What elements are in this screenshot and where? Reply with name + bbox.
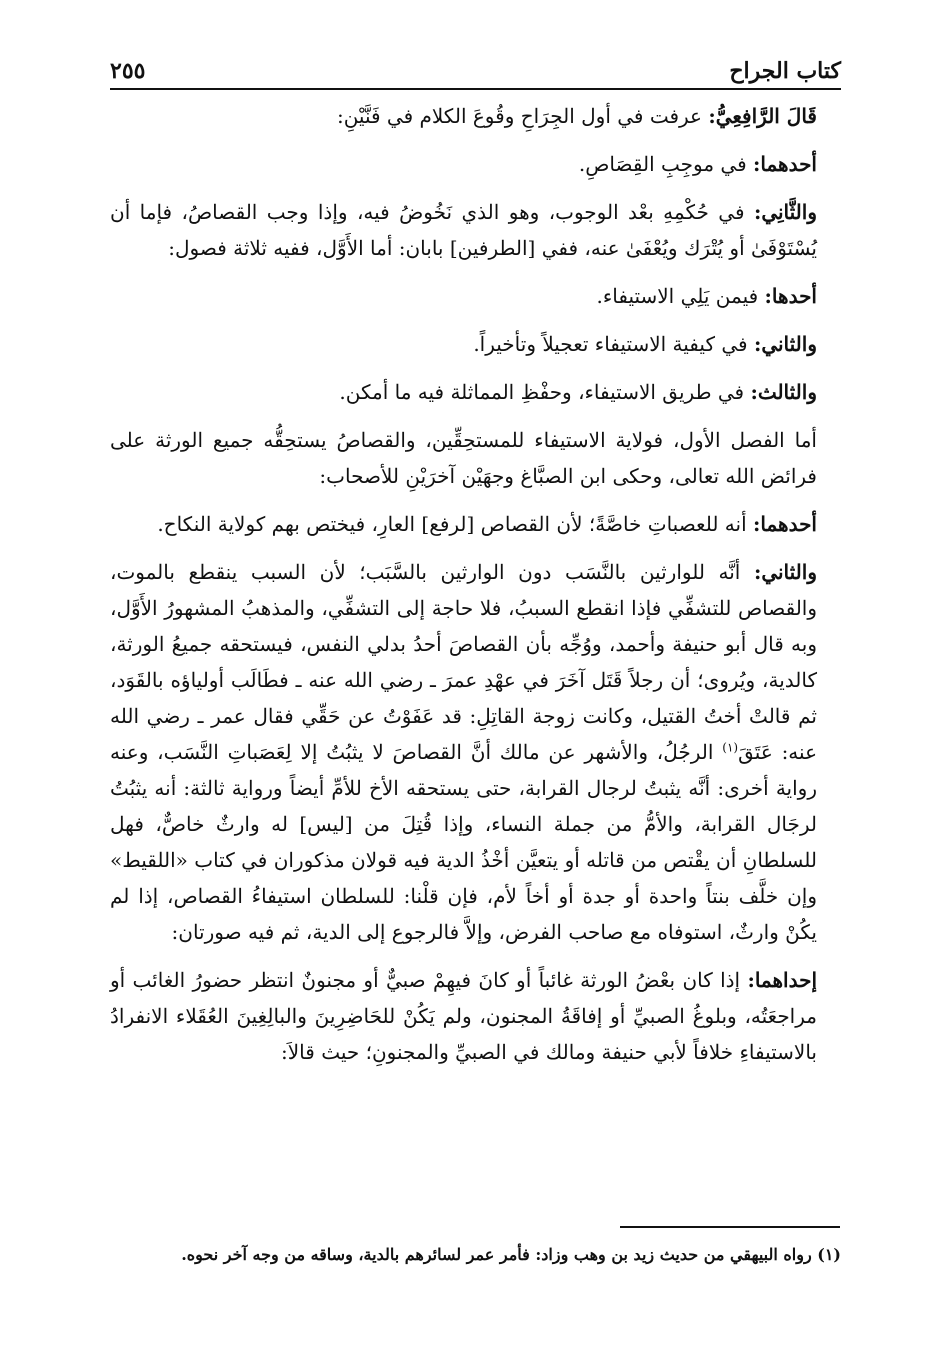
paragraph-lead: إحداهما:	[747, 968, 817, 992]
paragraph-text: في طريق الاستيفاء، وحفْظِ المماثلة فيه ما أمكن.	[339, 380, 751, 404]
paragraph	[110, 506, 841, 542]
main-text	[110, 98, 841, 1082]
footnote-marker[interactable]: (١)	[722, 740, 739, 755]
footnote-divider	[620, 1226, 840, 1228]
paragraph	[110, 962, 841, 1070]
paragraph-lead: والثَّانِي:	[753, 200, 817, 224]
footnote	[110, 1242, 841, 1268]
paragraph-lead: قَالَ الرَّافِعِيُّ:	[708, 104, 817, 128]
paragraph	[110, 554, 841, 950]
paragraph	[110, 146, 841, 182]
paragraph-text: في حُكْمِهِ بعْد الوجوب، وهو الذي نَخُوضُ فيه، وإذا وجب القصاصُ، فإما أن يُسْتَوْفَىٰ أو يُتْرَك ويُعْفَىٰ عنه، ففي [الطرفين] بابان: أما الأَوَّل، ففيه ثلاثة فصول:	[110, 200, 817, 260]
footnote-text: رواه البيهقي من حديث زيد بن وهب وزاد: فأمر عمر لسائرهم بالدية، وساقه من وجه آخر نحوه.	[181, 1245, 812, 1264]
paragraph-text: في موجِبِ القِصَاصِ.	[578, 152, 753, 176]
footnote-number: (١)	[817, 1245, 841, 1264]
paragraph-lead: أحدهما:	[752, 152, 817, 176]
paragraph	[110, 326, 841, 362]
running-header	[110, 44, 841, 90]
paragraph-lead: والثالث:	[750, 380, 817, 404]
paragraph-text: في كيفية الاستيفاء تعجيلاً وتأخيراً.	[473, 332, 754, 356]
paragraph-text: إذا كان بعْضُ الورثة غائباً أو كانَ فيهِمْ صبيٌّ أو مجنونٌ انتظر حضورُ الغائب أو مراجعَتُه، وبلوغُ الصبيِّ أو إفاقَةُ المجنون، ولم يَكُنْ للحَاضِرِينَ والبالِغِينَ العُقَلاء الانفرادُ بالاستيفاءِ خلافاً لأبي حنيفة ومالك في الصبيِّ والمجنونِ؛ حيث قالاَ:	[110, 968, 817, 1064]
paragraph-lead: والثاني:	[753, 332, 817, 356]
paragraph	[110, 422, 841, 494]
paragraph-text: أنه للعصباتِ خاصَّةً؛ لأن القصاص [لرفع] العارِ، فيختص بهم كولاية النكاح.	[157, 512, 753, 536]
paragraph	[110, 278, 841, 314]
footnotes	[110, 1242, 841, 1268]
paragraph-text: فيمن يَلِي الاستيفاء.	[596, 284, 765, 308]
paragraph	[110, 194, 841, 266]
paragraph	[110, 98, 841, 134]
paragraph-text: عرفت في أول الجِرَاحِ وقُوعَ الكلام في فَنَّيْنِ:	[336, 104, 709, 128]
book-title: كتاب الجراح	[729, 58, 841, 84]
paragraph-text: أنَّه للوارثين بالنَّسَب دون الوارثين بالسَّبَب؛ لأن السبب ينقطع بالموت، والقصاص للتشفِّي فإذا انقطع السببُ، فلا حاجة إلى التشفِّي، والمذهبُ المشهورُ الأَوَّل، وبه قال أبو حنيفة وأحمد، ووُجِّه بأن القصاصَ أحدُ بدلي النفس، فيستحقه جميعُ الورثة، كالدية، ويُروى؛ أن رجلاً قَتَل آخَرَ في عهْدِ عمرَ ـ رضي الله عنه ـ فطَالَب أولياؤه بالقَوَد، ثم قالتْ أختُ القتيل، وكانت زوجة القاتِلِ: قد عَفَوْتُ عن حَقِّي فقال عمر ـ رضي الله عنه: عَتَقَ	[110, 560, 818, 764]
paragraph-lead: أحدهما:	[752, 512, 817, 536]
paragraph	[110, 374, 841, 410]
paragraph-text: أما الفصل الأول، فولاية الاستيفاء للمستحِقِّين، والقصاصُ يستحِقُّه جميع الورثة على فرائض الله تعالى، وحكى ابن الصبَّاغ وجهَيْن آخرَيْنِ للأصحاب:	[110, 428, 817, 488]
paragraph-lead: أحدها:	[764, 284, 817, 308]
paragraph-text-continued: الرجُلُ، والأشهر عن مالك أنَّ القصاصَ لا يثبُتُ إلا لِعَصَباتِ النَّسَب، وعنه رواية أخرى: أنَّه يثبتُ لرجال القرابة، حتى يستحقه الأخ للأمِّ أيضاً ورواية ثالثة: أنه يثبُتُ لرجَال القرابة، والأمُّ من جملة النساء، وإذا قُتِلَ من [ليس] له وارثٌ خاصٌّ، فهل للسلطانِ أن يقْتص من قاتله أو يتعيَّن أخْذُ الدية فيه قولان مذكوران في كتاب «اللقيط» وإن خلَّف بنتاً واحدة أو جدة أو أخاً لأم، فإن قلْنا: للسلطان استيفاءُ القصاص، إذا لم يكُنْ وارثٌ، استوفاه مع صاحب الفرض، وإلاَّ فالرجوع إلى الدية، ثم فيه صورتان:	[110, 740, 817, 944]
paragraph-lead: والثاني:	[753, 560, 817, 584]
page-number: ٢٥٥	[110, 58, 146, 84]
